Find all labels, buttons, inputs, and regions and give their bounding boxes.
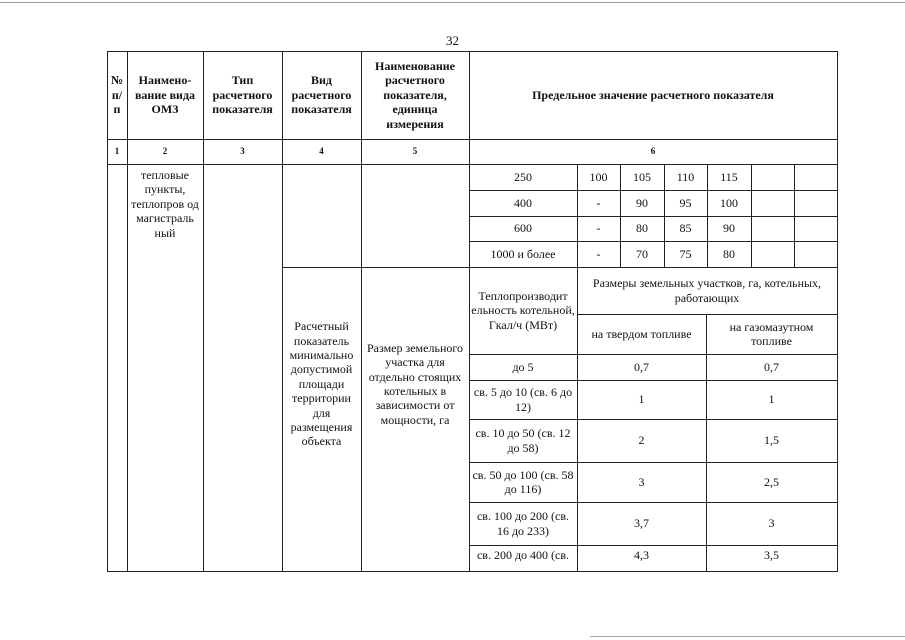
header-limit-value: Предельное значение расчетного показателя (532, 87, 774, 102)
col-number: 2 (162, 146, 168, 157)
capacity-header: Теплопроизводит ельность котельной, Гкал/ч (МВт) (471, 288, 575, 332)
col-number: 1 (114, 146, 120, 157)
scan-artifact-bottom (590, 636, 905, 637)
capacity-cell: до 5 (512, 359, 534, 374)
solid-value: 0,7 (634, 359, 649, 374)
omz-name: тепловые пункты, теплопров од магистраль ный (131, 168, 199, 240)
row-value: - (596, 246, 601, 261)
solid-value: 4,3 (634, 548, 649, 562)
boiler-indicator-name: Размер земельного участка для отдельно стоящих котельных в зависимости от мощности, га (367, 340, 463, 427)
sizes-header: Размеры земельных участков, га, котельных, работающих (592, 276, 822, 305)
capacity-cell: св. 50 до 100 (св. 58 до 116) (472, 467, 574, 496)
row-value: 90 (636, 195, 648, 210)
boiler-indicator-type: Расчетный показатель минимально допустимой площади территории для размещения объекта (289, 319, 354, 449)
col-number: 6 (650, 146, 656, 157)
page-number: 32 (446, 33, 459, 48)
gas-value: 1 (768, 392, 775, 407)
col-number: 4 (319, 146, 324, 157)
gas-value: 1,5 (764, 433, 779, 448)
solid-value: 1 (638, 392, 645, 407)
row-label: 600 (514, 221, 532, 236)
row-value: 70 (636, 246, 648, 261)
header-number: № п/п (110, 73, 124, 117)
col-number: 5 (412, 146, 418, 157)
capacity-cell: св. 100 до 200 (св. 16 до 233) (476, 509, 570, 538)
header-indicator-type: Тип расчетного показателя (212, 73, 273, 117)
row-label: 400 (514, 195, 532, 210)
row-value: 105 (633, 169, 651, 184)
gas-value: 0,7 (764, 359, 779, 374)
capacity-cell: св. 5 до 10 (св. 6 до 12) (473, 385, 573, 414)
capacity-cell: св. 10 до 50 (св. 12 до 58) (475, 426, 571, 455)
scan-artifact-top (0, 2, 905, 3)
header-indicator-name: Наименование расчетного показателя, единица измерения (375, 59, 455, 131)
row-value: 80 (636, 221, 648, 236)
gas-fuel-header: на газомазутном топливе (729, 319, 814, 348)
solid-value: 3 (638, 474, 645, 489)
row-value: 110 (676, 169, 695, 184)
row-value: 100 (720, 195, 738, 210)
row-value: 100 (589, 169, 608, 184)
gas-value: 3 (768, 516, 775, 531)
solid-fuel-header: на твердом топливе (591, 326, 692, 341)
gas-value: 3,5 (764, 548, 779, 562)
row-value: 85 (679, 221, 692, 236)
capacity-cell: св. 200 до 400 (св. (476, 548, 570, 562)
row-value: - (596, 195, 601, 210)
solid-value: 3,7 (634, 516, 649, 531)
gas-value: 2,5 (764, 474, 779, 489)
row-value: 90 (723, 221, 735, 236)
row-value: - (596, 221, 601, 236)
row-label: 1000 и более (490, 246, 556, 261)
header-indicator-kind: Вид расчетного показателя (291, 73, 352, 117)
header-omz-type: Наимено-вание вида ОМЗ (134, 73, 196, 117)
row-label: 250 (514, 169, 532, 184)
regulation-table (107, 51, 838, 571)
solid-value: 2 (638, 433, 645, 448)
row-value: 80 (723, 246, 735, 261)
row-value: 95 (679, 195, 692, 210)
col-number: 3 (240, 146, 245, 157)
row-value: 115 (720, 169, 738, 184)
row-value: 75 (679, 246, 692, 261)
